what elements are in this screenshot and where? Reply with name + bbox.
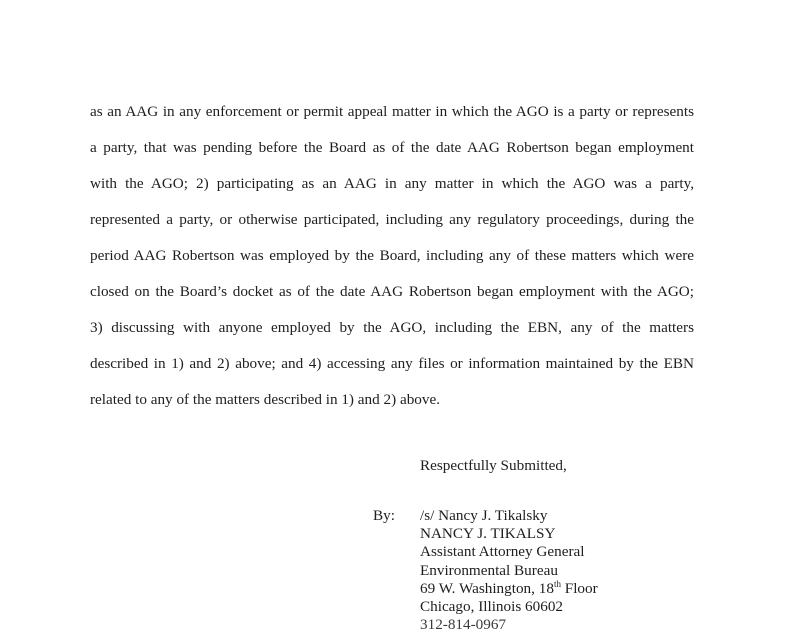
closing-salutation: Respectfully Submitted, bbox=[420, 457, 567, 474]
paragraph-line: with the AGO; 2) participating as an AAG in any matter in which the AGO was a party, bbox=[90, 175, 694, 192]
signature-block bbox=[420, 507, 598, 634]
signer-bureau: Environmental Bureau bbox=[420, 561, 558, 579]
paragraph-line: closed on the Board’s docket as of the date AAG Robertson began employment with the AGO; bbox=[90, 283, 694, 300]
paragraph-line: 3) discussing with anyone employed by the AGO, including the EBN, any of the matters bbox=[90, 319, 694, 336]
electronic-signature: /s/ Nancy J. Tikalsky bbox=[420, 507, 548, 524]
paragraph-line: a party, that was pending before the Board as of the date AAG Robertson began employment bbox=[90, 139, 694, 156]
signer-name: NANCY J. TIKALSY bbox=[420, 525, 556, 543]
signer-address bbox=[420, 580, 598, 598]
signer-title: Assistant Attorney General bbox=[420, 543, 585, 561]
by-label: By: bbox=[373, 507, 395, 524]
signer-phone: 312-814-0967 bbox=[420, 616, 507, 634]
paragraph-line: related to any of the matters described in 1) and 2) above. bbox=[90, 391, 441, 408]
body-paragraph bbox=[90, 94, 694, 418]
address-street: 69 W. Washington, 18 bbox=[420, 579, 554, 597]
address-floor: Floor bbox=[560, 579, 598, 597]
signer-city: Chicago, Illinois 60602 bbox=[420, 598, 564, 616]
address-ordinal: th bbox=[553, 578, 561, 589]
paragraph-line: period AAG Robertson was employed by the Board, including any of these matters which were bbox=[90, 247, 694, 264]
paragraph-line: represented a party, or otherwise participated, including any regulatory proceedings, during the bbox=[90, 211, 694, 228]
paragraph-line: described in 1) and 2) above; and 4) accessing any files or information maintained by the EBN bbox=[90, 355, 694, 372]
paragraph-line: as an AAG in any enforcement or permit appeal matter in which the AGO is a party or represents bbox=[90, 103, 694, 120]
